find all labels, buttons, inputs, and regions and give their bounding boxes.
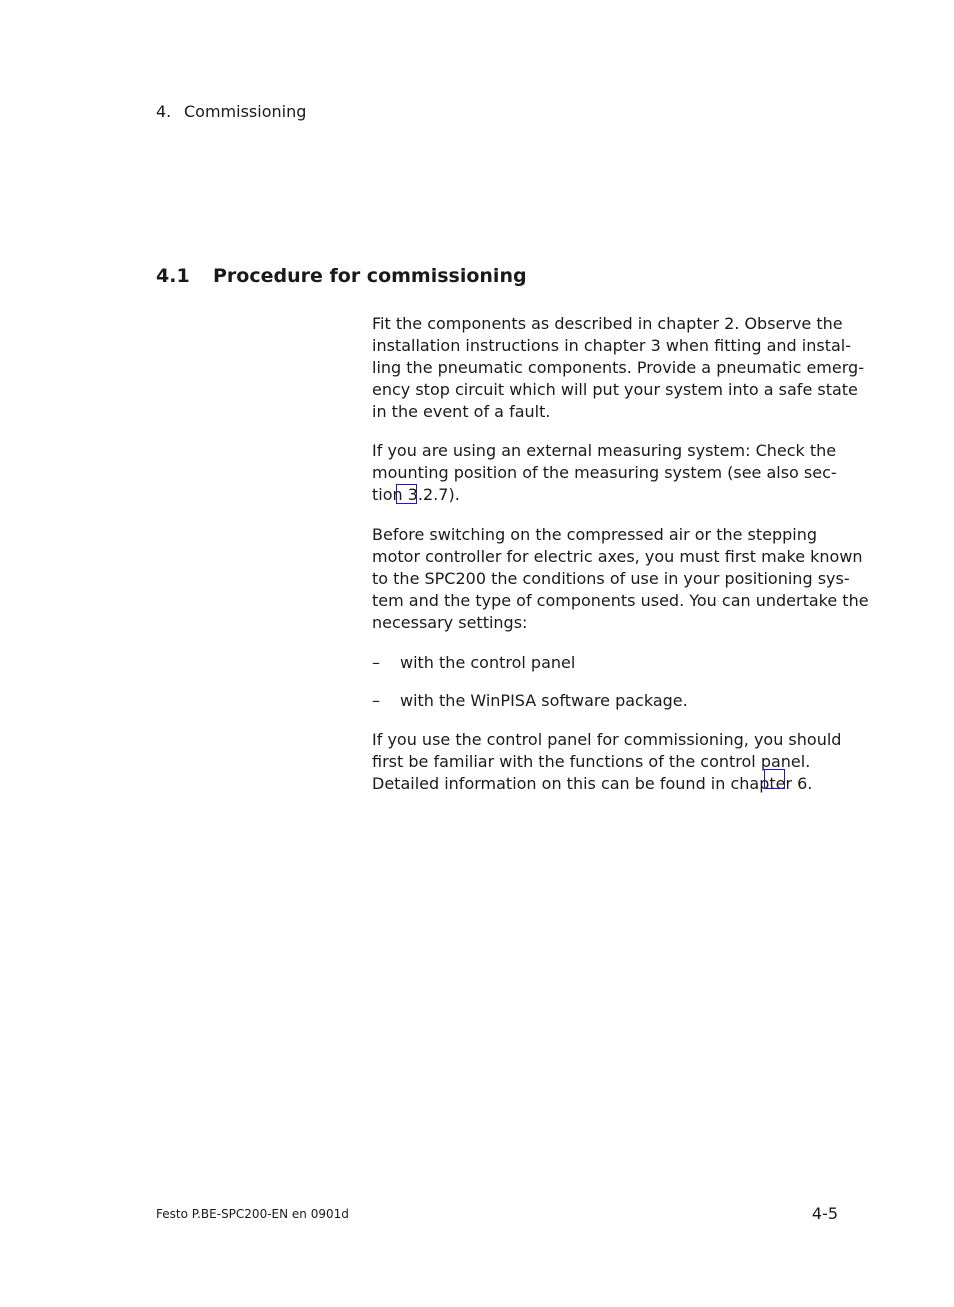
text-line: motor controller for electric axes, you must first make known [372, 547, 863, 566]
footer-page-number: 4-5 [811, 1204, 838, 1223]
text-line: ency stop circuit which will put your system into a safe state [372, 380, 858, 399]
link-highlight-box [764, 769, 785, 789]
text-line: mounting position of the measuring system (see also sec- [372, 463, 837, 482]
text-line: tion 3.2.7). [372, 485, 460, 504]
section-reference-link[interactable] [372, 484, 852, 506]
text-line: If you use the control panel for commissioning, you should [372, 730, 842, 749]
text-line: installation instructions in chapter 3 when fitting and instal- [372, 336, 851, 355]
link-highlight-box [396, 484, 417, 504]
list-item-text: with the control panel [400, 653, 576, 672]
paragraph-control-panel [372, 729, 852, 795]
footer-document-id: Festo P.BE-SPC200-EN en 0901d [156, 1207, 349, 1221]
paragraph-before-switching-on [372, 524, 869, 634]
text-line: ling the pneumatic components. Provide a pneumatic emerg- [372, 358, 864, 377]
text-line: Fit the components as described in chapter 2. Observe the [372, 314, 843, 333]
list-item-text: with the WinPISA software package. [400, 691, 688, 710]
text-line: necessary settings: [372, 613, 528, 632]
dash-bullet: – [372, 653, 380, 672]
list-item [372, 652, 852, 674]
text-line: Detailed information on this can be found in chapter 6. [372, 774, 813, 793]
text-line: Before switching on the compressed air or the stepping [372, 525, 818, 544]
running-header [156, 101, 306, 123]
section-number: 4.1 [156, 265, 190, 287]
text-line: to the SPC200 the conditions of use in your positioning sys- [372, 569, 850, 588]
list-item [372, 690, 852, 712]
section-title: Procedure for commissioning [213, 265, 527, 287]
paragraph-fit-components [372, 313, 864, 423]
text-line: in the event of a fault. [372, 402, 551, 421]
paragraph-measuring-system [372, 440, 852, 506]
chapter-reference-link[interactable] [372, 773, 852, 795]
text-line: If you are using an external measuring system: Check the [372, 441, 837, 460]
chapter-title: Commissioning [184, 102, 307, 121]
dash-bullet: – [372, 691, 380, 710]
chapter-number: 4. [156, 102, 172, 121]
body-text-column [372, 313, 869, 795]
section-heading [156, 264, 527, 288]
text-line: tem and the type of components used. You can undertake the [372, 591, 869, 610]
text-line: first be familiar with the functions of the control panel. [372, 752, 811, 771]
